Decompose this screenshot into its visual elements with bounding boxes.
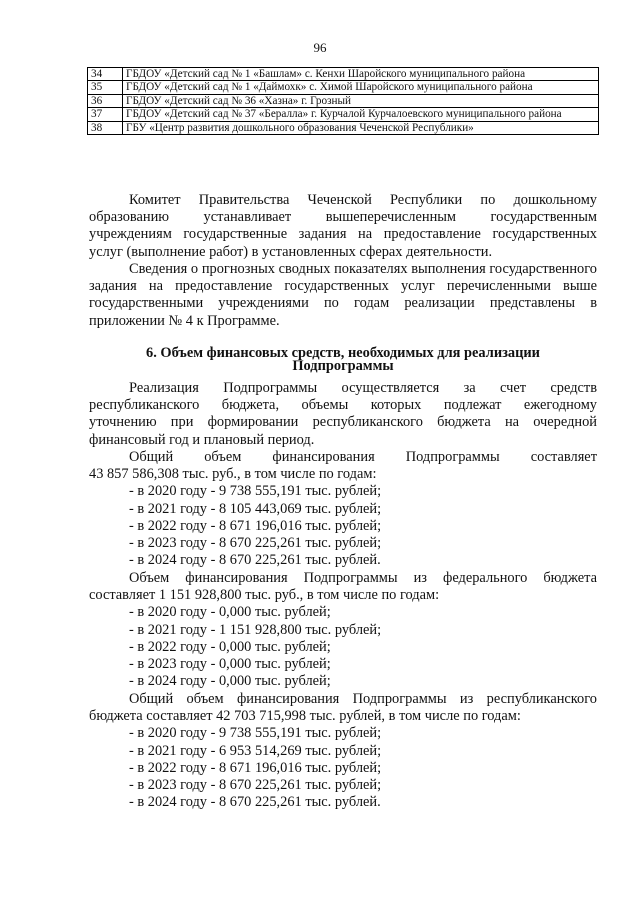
list-item: - в 2020 году - 9 738 555,191 тыс. рублей;	[129, 483, 382, 500]
text-line: Общий объем финансирования Подпрограммы из республиканского	[129, 691, 597, 707]
heading-line: Подпрограммы	[292, 358, 394, 374]
text-line: учреждениям государственные задания на предоставление государственных	[89, 226, 597, 243]
table-row	[88, 68, 599, 81]
text-line: приложении № 4 к Программе.	[89, 312, 280, 329]
page-number: 96	[313, 40, 327, 55]
institution-name: ГБДОУ «Детский сад № 37 «Бералла» г. Курчалой Курчалоевского муниципального района	[123, 108, 599, 121]
text-line: Реализация Подпрограммы осуществляется за счет средств	[129, 380, 597, 396]
institution-name: ГБДОУ «Детский сад № 36 «Хазна» г. Грозный	[123, 94, 599, 107]
institution-name: ГБУ «Центр развития дошкольного образования Чеченской Республики»	[123, 121, 599, 134]
republic-funding-block	[89, 691, 597, 811]
row-number: 35	[88, 81, 123, 94]
text-line: бюджета составляет 42 703 715,998 тыс. рублей, в том числе по годам:	[89, 708, 521, 725]
text-line: Объем финансирования Подпрограммы из федерального бюджета	[129, 570, 597, 586]
list-item: - в 2024 году - 8 670 225,261 тыс. рублей.	[129, 794, 381, 811]
list-item: - в 2020 году - 0,000 тыс. рублей;	[129, 604, 331, 621]
list-item: - в 2024 году - 8 670 225,261 тыс. рублей.	[129, 552, 381, 569]
list-item: - в 2022 году - 8 671 196,016 тыс. рублей;	[129, 517, 382, 534]
total-funding-block	[89, 449, 597, 569]
text-line: задания на предоставление государственных услуг перечисленными выше	[89, 278, 597, 295]
list-item: - в 2023 году - 0,000 тыс. рублей;	[129, 656, 331, 673]
text-line: составляет 1 151 928,800 тыс. руб., в том числе по годам:	[89, 587, 440, 604]
text-line: уточнению при формировании республиканского бюджета на очередной	[89, 414, 597, 431]
committee-paragraph	[89, 192, 597, 261]
text-line: Общий объем финансирования Подпрограммы составляет	[129, 449, 597, 465]
text-line: Комитет Правительства Чеченской Республики по дошкольному	[129, 192, 597, 208]
text-line: финансовый год и плановый период.	[89, 431, 315, 448]
row-number: 36	[88, 94, 123, 107]
list-item: - в 2022 году - 8 671 196,016 тыс. рублей;	[129, 759, 382, 776]
table-row	[88, 121, 599, 134]
table-row	[88, 81, 599, 94]
text-line: 43 857 586,308 тыс. руб., в том числе по годам:	[89, 466, 377, 483]
heading-line: 6. Объем финансовых средств, необходимых для реализации	[146, 345, 540, 361]
list-item: - в 2021 году - 8 105 443,069 тыс. рублей;	[129, 500, 382, 517]
text-line: услуг (выполнение работ) в установленных сферах деятельности.	[89, 243, 493, 260]
table-row	[88, 108, 599, 121]
text-line: образованию устанавливает вышеперечисленным государственным	[89, 209, 597, 226]
list-item: - в 2024 году - 0,000 тыс. рублей;	[129, 673, 331, 690]
text-line: государственными учреждениями по годам реализации представлены в	[89, 295, 597, 312]
row-number: 38	[88, 121, 123, 134]
row-number: 37	[88, 108, 123, 121]
row-number: 34	[88, 68, 123, 81]
implementation-paragraph	[89, 380, 597, 449]
list-item: - в 2023 году - 8 670 225,261 тыс. рублей;	[129, 535, 382, 552]
institution-name: ГБДОУ «Детский сад № 1 «Даймохк» с. Химой Шаройского муниципального района	[123, 81, 599, 94]
federal-funding-block	[89, 570, 597, 690]
list-item: - в 2021 году - 1 151 928,800 тыс. рублей;	[129, 621, 382, 638]
text-line: Сведения о прогнозных сводных показателях выполнения государственного	[129, 261, 597, 277]
institutions-table	[87, 67, 599, 135]
text-line: республиканского бюджета, объемы которых подлежат ежегодному	[89, 397, 597, 414]
table-row	[88, 94, 599, 107]
institution-name: ГБДОУ «Детский сад № 1 «Башлам» с. Кенхи Шаройского муниципального района	[123, 68, 599, 81]
list-item: - в 2022 году - 0,000 тыс. рублей;	[129, 638, 331, 655]
list-item: - в 2021 году - 6 953 514,269 тыс. рублей;	[129, 742, 382, 759]
forecast-paragraph	[89, 261, 597, 330]
section-heading	[89, 347, 597, 373]
list-item: - в 2020 году - 9 738 555,191 тыс. рублей;	[129, 725, 382, 742]
list-item: - в 2023 году - 8 670 225,261 тыс. рублей;	[129, 777, 382, 794]
